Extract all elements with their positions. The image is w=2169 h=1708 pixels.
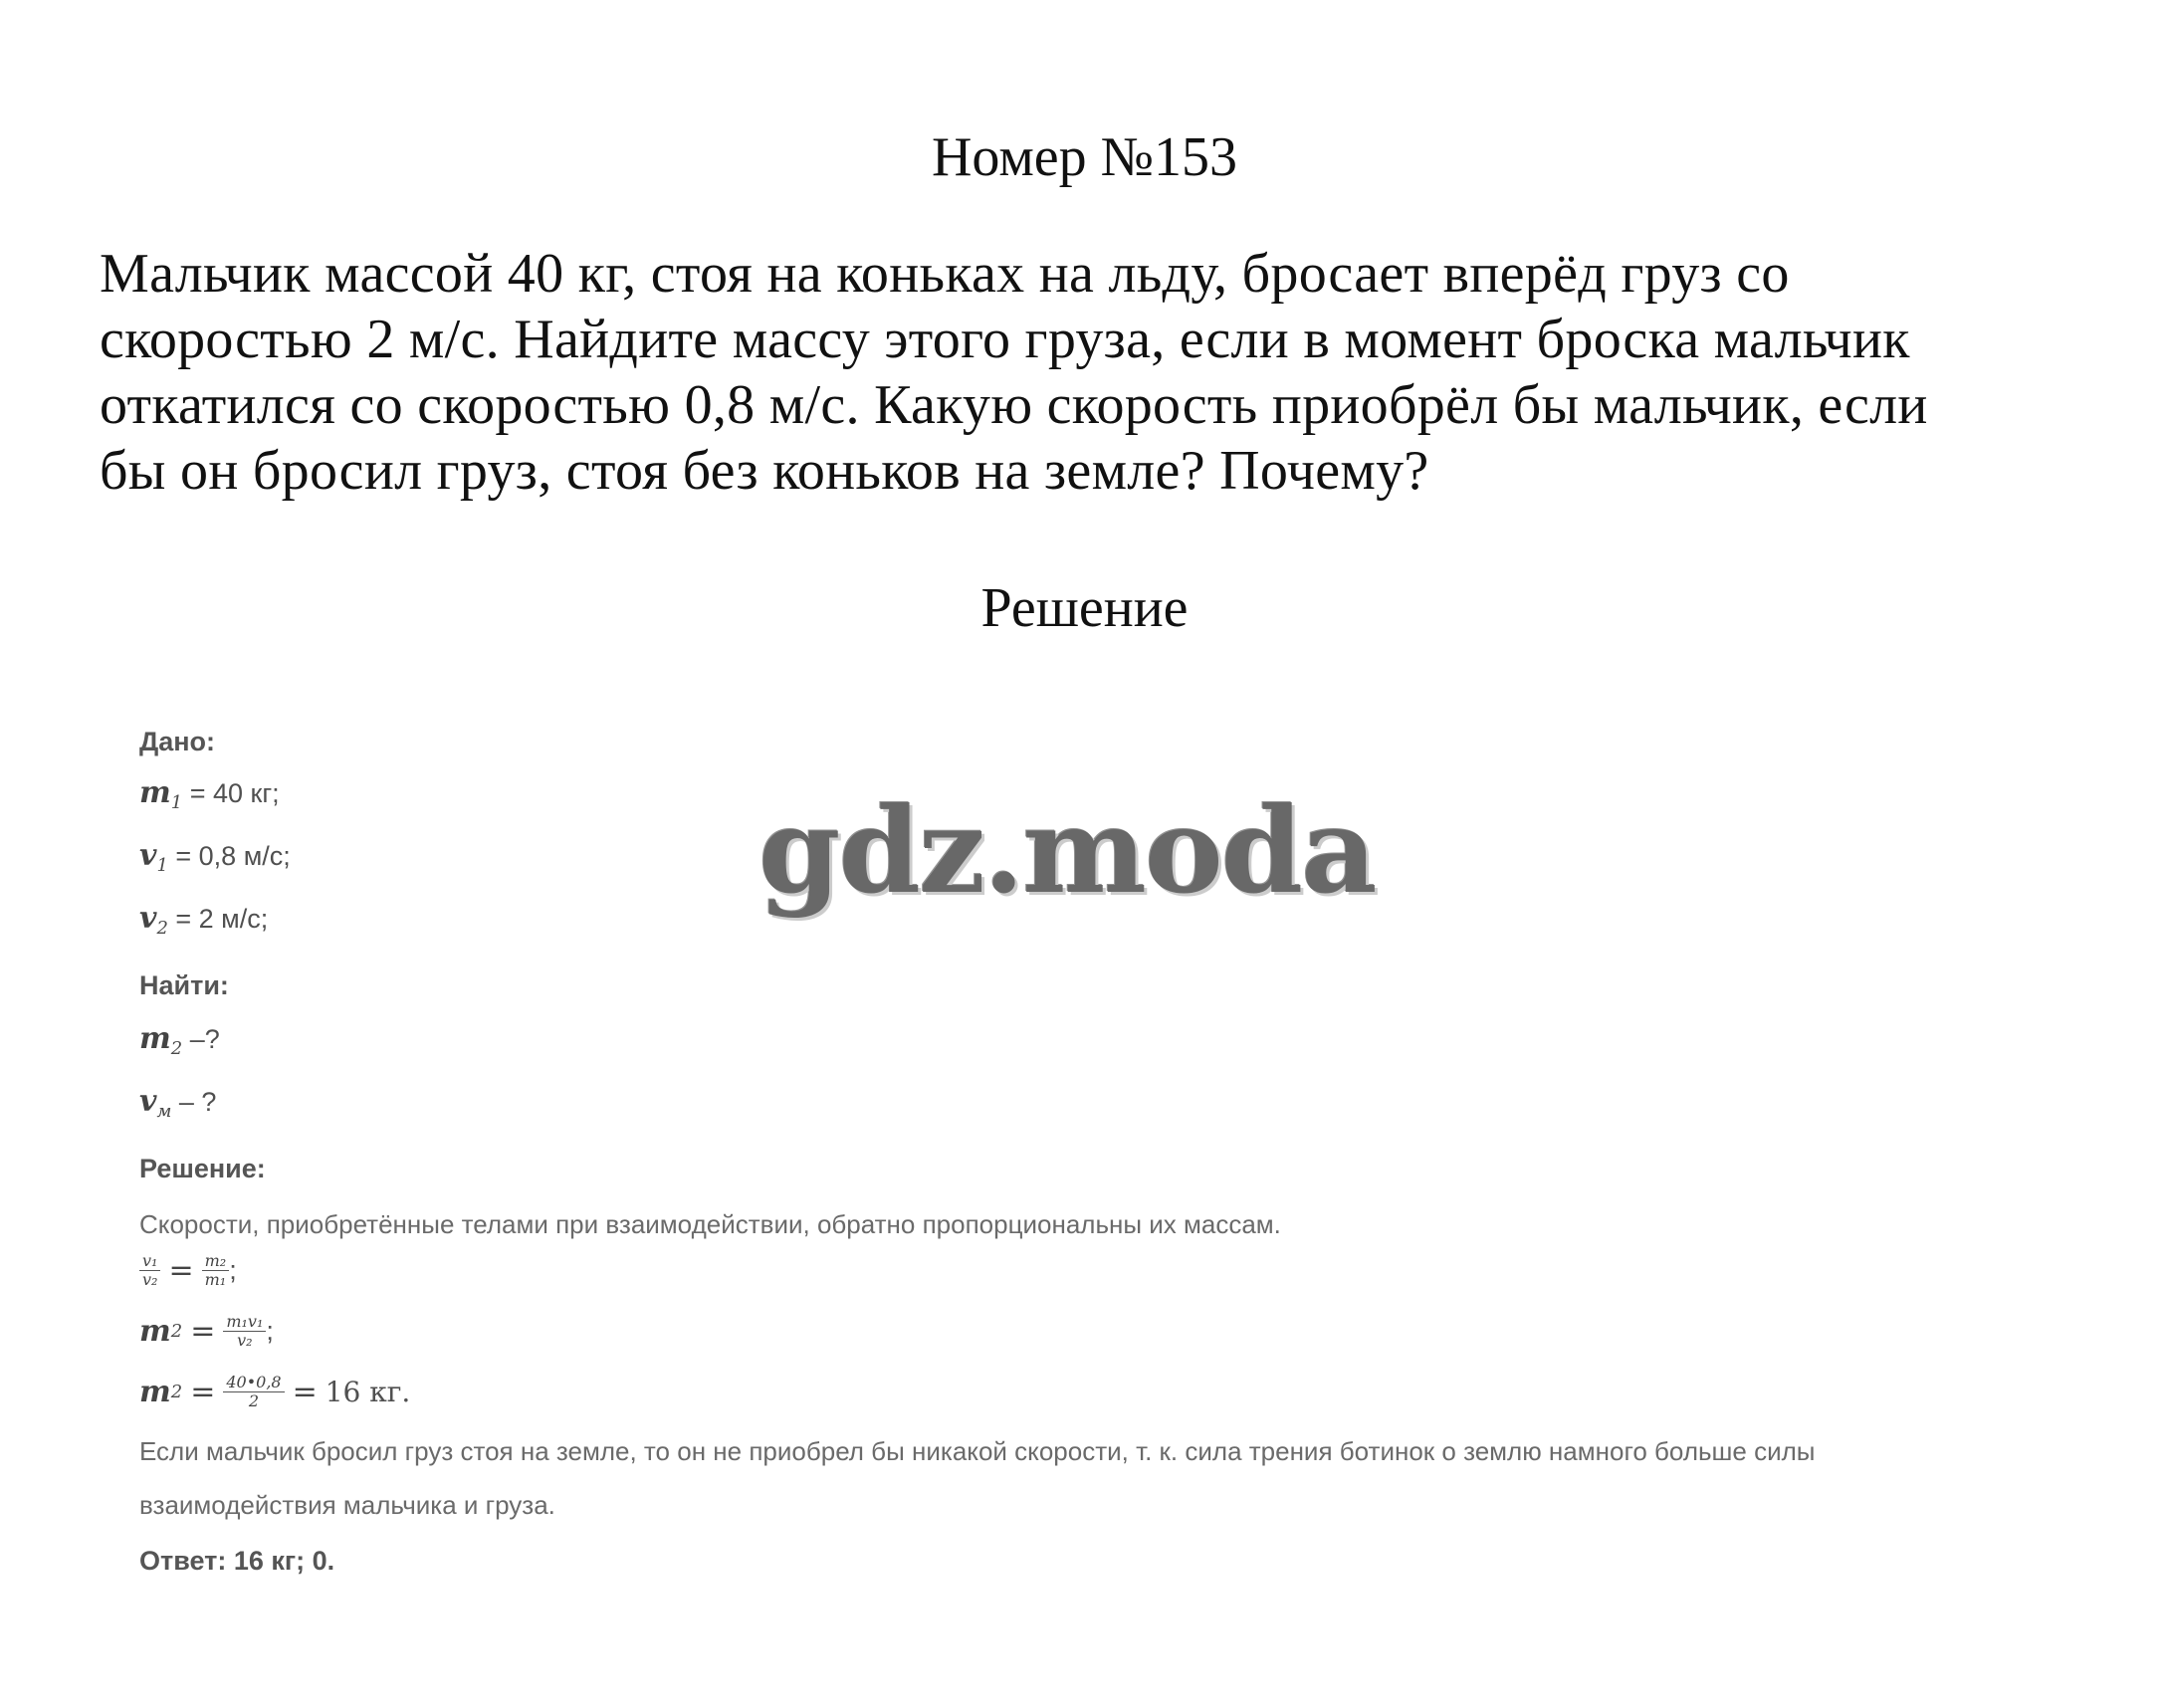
problem-line: Мальчик массой 40 кг, стоя на коньках на льду, бросает вперёд груз со (100, 243, 1790, 305)
given-item (139, 776, 280, 820)
given-item (139, 839, 291, 883)
conclusion-text: взаимодействия мальчика и груза. (139, 1490, 555, 1520)
variable: v (139, 838, 157, 873)
fraction: $\frac{\text{v₁}}{\text{v₂}}$ (139, 1252, 160, 1289)
answer-value: 16 кг; 0. (226, 1546, 335, 1576)
find-item (139, 1085, 216, 1129)
problem-statement (100, 241, 2070, 504)
variable-subscript: 2 (170, 1038, 183, 1059)
result-value: 16 кг. (325, 1375, 411, 1408)
solution-label: Решение: (139, 1154, 266, 1183)
variable: m (139, 775, 171, 810)
equals-sign: = (168, 1252, 194, 1288)
page-title: Номер №153 (931, 126, 1238, 188)
problem-line: бы он бросил груз, стоя без коньков на земле? Почему? (100, 440, 1429, 502)
variable-subscript: 2 (156, 918, 168, 939)
find-value: –? (182, 1024, 220, 1054)
answer (139, 1544, 334, 1578)
variable: m (139, 1021, 171, 1056)
variable-subscript: 1 (156, 855, 168, 876)
find-value: – ? (171, 1087, 217, 1117)
equals-sign: = (292, 1374, 318, 1409)
fraction: $\frac{\text{m₂}}{\text{m₁}}$ (202, 1252, 230, 1289)
solution-statement: Скорости, приобретённые телами при взаимодействии, обратно пропорциональны их массам. (139, 1209, 1281, 1239)
given-value: = 40 кг; (182, 778, 280, 808)
given-item (139, 902, 268, 946)
variable-subscript: 2 (170, 1320, 183, 1342)
watermark-logo: gdz.moda (759, 781, 1376, 920)
equation-mass-result (139, 1362, 410, 1421)
find-item (139, 1022, 220, 1066)
answer-label: Ответ: (139, 1546, 227, 1576)
given-label: Дано: (139, 727, 216, 756)
variable-subscript: 2 (170, 1381, 183, 1402)
punctuation: ; (266, 1315, 274, 1346)
problem-line: откатился со скоростью 0,8 м/с. Какую скорость приобрёл бы мальчик, если (100, 374, 1928, 436)
punctuation: ; (229, 1254, 237, 1285)
variable: v (139, 1084, 157, 1119)
given-value: = 2 м/с; (167, 904, 269, 934)
solution-heading: Решение (980, 577, 1189, 639)
variable-subscript: м (156, 1101, 172, 1122)
find-label: Найти: (139, 970, 229, 1000)
variable: m (139, 1313, 171, 1349)
given-value: = 0,8 м/с; (167, 841, 291, 871)
equation-mass-formula (139, 1302, 274, 1360)
conclusion-text: Если мальчик бросил груз стоя на земле, то он не приобрел бы никакой скорости, т. к. сила трения ботинок о землю намного больше силы (139, 1436, 1816, 1466)
problem-line: скоростью 2 м/с. Найдите массу этого груза, если в момент броска мальчик (100, 309, 1910, 370)
variable-subscript: 1 (170, 792, 183, 813)
fraction: $\frac{40•0,8}{2}$ (223, 1374, 284, 1410)
equals-sign: = (190, 1374, 216, 1409)
equation-ratio (139, 1241, 237, 1299)
variable: v (139, 901, 157, 936)
equals-sign: = (190, 1313, 216, 1349)
fraction: $\frac{\text{m₁v₁}}{\text{v₂}}$ (223, 1313, 266, 1350)
variable: m (139, 1374, 171, 1409)
